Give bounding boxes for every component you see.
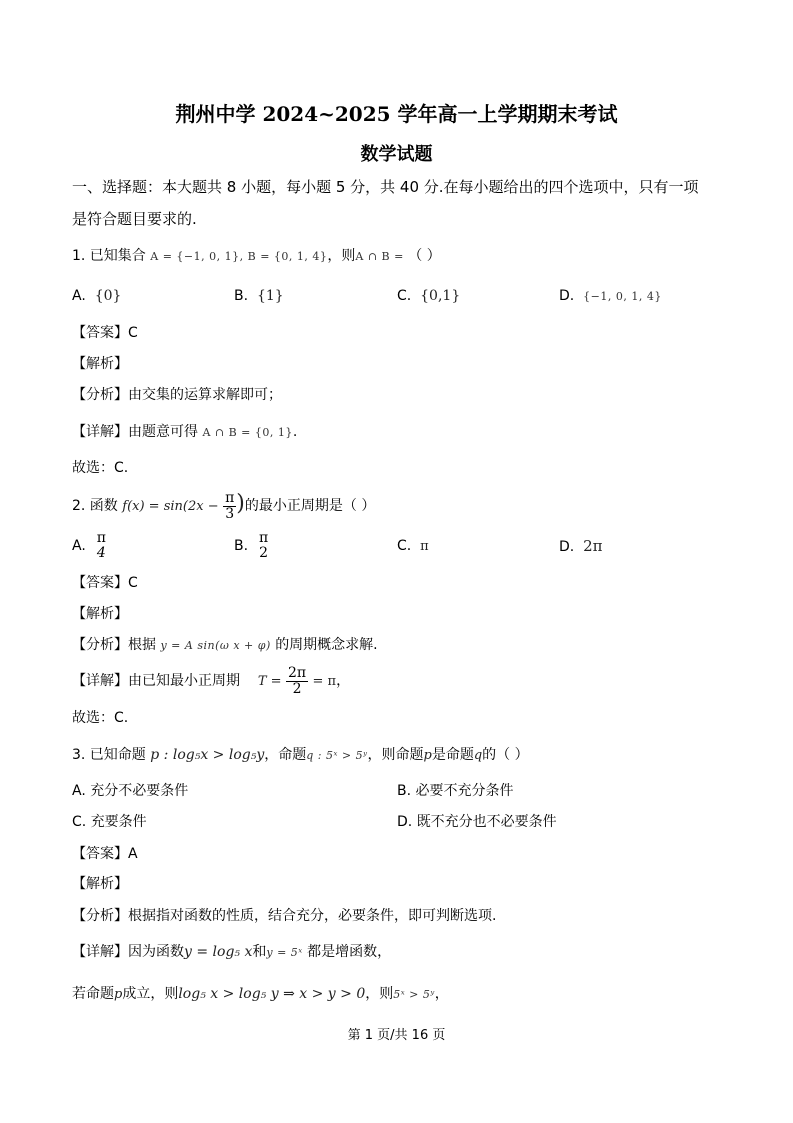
q3-option-c-label: C. (72, 814, 87, 830)
q2-stem (72, 490, 375, 522)
q3-option-b-text: 必要不充分条件 (415, 783, 514, 799)
q1-stem-mid: ，则 (327, 248, 356, 264)
q3-stem-mid3: 是命题 (431, 747, 474, 763)
exam-title: 荆州中学 2024~2025 学年高一上学期期末考试 (175, 102, 618, 126)
page-number: 第 1 页/共 16 页 (347, 1028, 446, 1043)
q3-last-prefix: 若命题 (72, 986, 114, 1002)
q3-option-a-label: A. (72, 783, 86, 799)
q1-option-d (559, 286, 662, 307)
q2-option-a-num: π (96, 530, 106, 546)
q2-option-a-fraction (95, 531, 108, 561)
q3-last-mid2: ，则 (365, 986, 394, 1002)
q1-option-c-label: C. (397, 288, 412, 304)
q3-last-end: ， (434, 986, 449, 1002)
q3-detail-suffix: 都是增函数， (307, 944, 392, 960)
q2-detail-num: 2π (287, 664, 307, 681)
q3-answer-tag: 【答案】 (72, 846, 128, 862)
q1-detail-math: A ∩ B = {0, 1} (202, 426, 293, 439)
q2-option-b (234, 530, 270, 562)
q3-option-d-label: D. (397, 814, 413, 830)
q2-analysis-tag: 【解析】 (72, 606, 128, 622)
q3-option-c (72, 812, 147, 832)
q1-option-c (397, 286, 460, 306)
q2-frac-num: π (225, 489, 235, 506)
q1-stem-prefix: 1. 已知集合 (72, 248, 146, 264)
q2-detail-text: 由已知最小正周期 (128, 673, 240, 689)
q2-fenxi (72, 635, 378, 656)
q3-detail-math2: y = 5ˣ (266, 946, 303, 959)
q3-option-b (397, 781, 514, 801)
q2-option-b-label: B. (234, 538, 249, 554)
q3-stem-prefix: 3. 已知命题 (72, 747, 146, 763)
q3-answer-value: A (128, 846, 138, 862)
q3-option-c-text: 充要条件 (90, 814, 147, 830)
q3-last-p: p (114, 987, 123, 1002)
q2-answer-tag: 【答案】 (72, 575, 128, 591)
q3-stem-q: q (473, 748, 483, 763)
q3-last-math2: 5ˣ > 5ʸ (393, 988, 435, 1001)
q2-detail-den: 2 (292, 680, 302, 697)
section-heading-line1: 一、选择题：本大题共 8 小题，每小题 5 分，共 40 分.在每小题给出的四个选项中，只有一项 (72, 178, 699, 196)
q3-detail-tag: 【详解】 (72, 944, 128, 960)
q1-detail-text: 由题意可得 (128, 424, 198, 440)
q3-answer (72, 844, 138, 864)
q1-analysis-tag: 【解析】 (72, 356, 128, 372)
q1-option-d-text: {−1, 0, 1, 4} (583, 290, 662, 303)
q2-option-b-num: π (258, 530, 269, 546)
q1-fenxi-text: 由交集的运算求解即可； (128, 387, 282, 403)
q1-option-c-text: {0,1} (420, 288, 461, 304)
q2-option-d-label: D. (559, 539, 575, 555)
q1-option-b-text: {1} (256, 288, 284, 304)
q2-stem-math-end: ) (236, 491, 245, 516)
q2-stem-fraction (223, 491, 236, 522)
q2-option-b-fraction (257, 531, 270, 561)
q3-last-mid: 成立，则 (122, 986, 179, 1002)
q2-option-c-text: π (420, 539, 429, 554)
q2-frac-den: 3 (225, 505, 235, 522)
q2-option-d-text: 2π (583, 537, 603, 555)
q1-stem-math: A = {−1, 0, 1}, B = {0, 1, 4} (150, 250, 328, 263)
q1-conclusion: 故选：C. (72, 460, 129, 476)
q1-option-a-text: {0} (94, 288, 122, 304)
q2-stem-math: f(x) = sin(2x − (122, 499, 219, 514)
q3-last-math: log₅ x > log₅ y ⇒ x > y > 0 (178, 986, 366, 1002)
q1-stem-math2: A ∩ B = (355, 250, 404, 263)
q2-option-a-den: 4 (96, 545, 106, 561)
q2-option-c-label: C. (397, 538, 412, 554)
q2-detail-tag: 【详解】 (72, 673, 128, 689)
q3-detail-prefix: 因为函数 (128, 944, 184, 960)
q1-fenxi-tag: 【分析】 (72, 387, 128, 403)
q3-stem (72, 745, 529, 766)
q1-detail-tag: 【详解】 (72, 424, 128, 440)
q3-detail (72, 942, 391, 963)
q3-fenxi-text: 根据指对函数的性质，结合充分，必要条件，即可判断选项. (128, 908, 497, 924)
q2-answer-value: C (128, 575, 138, 591)
q1-fenxi (72, 385, 282, 405)
q2-fenxi-suffix: 的周期概念求解. (275, 637, 378, 653)
q2-answer (72, 573, 138, 593)
q3-stem-math2: q : 5ˣ > 5ʸ (306, 749, 368, 762)
q3-stem-mid: ，命题 (264, 747, 307, 763)
q1-stem-suffix: （ ） (408, 248, 441, 264)
q2-option-c (397, 536, 429, 557)
q1-answer-tag: 【答案】 (72, 325, 128, 341)
q2-option-b-den: 2 (259, 545, 269, 561)
q2-stem-suffix: 的最小正周期是（ ） (244, 498, 376, 514)
q3-option-b-label: B. (397, 783, 412, 799)
q3-analysis-tag: 【解析】 (72, 876, 128, 892)
q1-option-b (234, 286, 284, 306)
q3-option-a-text: 充分不必要条件 (90, 783, 189, 799)
q3-fenxi-tag: 【分析】 (72, 908, 128, 924)
q2-detail-math-b: = π (312, 674, 337, 689)
section-heading-line2: 是符合题目要求的. (72, 210, 197, 228)
q3-last-line (72, 984, 449, 1005)
q3-detail-mid: 和 (252, 944, 267, 960)
q2-fenxi-tag: 【分析】 (72, 637, 128, 653)
q3-stem-p: p (423, 748, 432, 763)
q2-option-a (72, 530, 108, 562)
q1-option-d-label: D. (559, 288, 575, 304)
q2-stem-prefix: 2. 函数 (72, 498, 118, 514)
q1-option-b-label: B. (234, 288, 249, 304)
q1-detail-end: . (292, 424, 298, 440)
q2-detail-fraction (286, 666, 308, 697)
q2-detail-end: ， (336, 673, 351, 689)
q2-fenxi-prefix: 根据 (128, 637, 156, 653)
q1-answer (72, 323, 138, 343)
q3-detail-math: y = log₅ x (184, 944, 253, 960)
q3-fenxi (72, 906, 496, 926)
q1-option-a (72, 286, 121, 306)
q1-answer-value: C (128, 325, 138, 341)
q1-stem (72, 246, 441, 267)
q3-option-d-text: 既不充分也不必要条件 (416, 814, 557, 830)
q1-detail (72, 422, 297, 443)
q2-detail (72, 664, 350, 699)
q3-option-d (397, 812, 557, 832)
q3-stem-suffix: 的（ ） (482, 747, 529, 763)
q2-option-d (559, 536, 603, 557)
q3-stem-math: p : log₅x > log₅y (150, 747, 265, 763)
q2-conclusion: 故选：C. (72, 710, 129, 726)
exam-subtitle: 数学试题 (360, 144, 433, 165)
q3-option-a (72, 781, 188, 801)
q2-detail-math-a: T = (257, 674, 282, 689)
q2-fenxi-math: y = A sin(ω x + φ) (160, 639, 271, 652)
q2-option-a-label: A. (72, 538, 86, 554)
q3-stem-mid2: ，则命题 (367, 747, 424, 763)
q1-option-a-label: A. (72, 288, 86, 304)
